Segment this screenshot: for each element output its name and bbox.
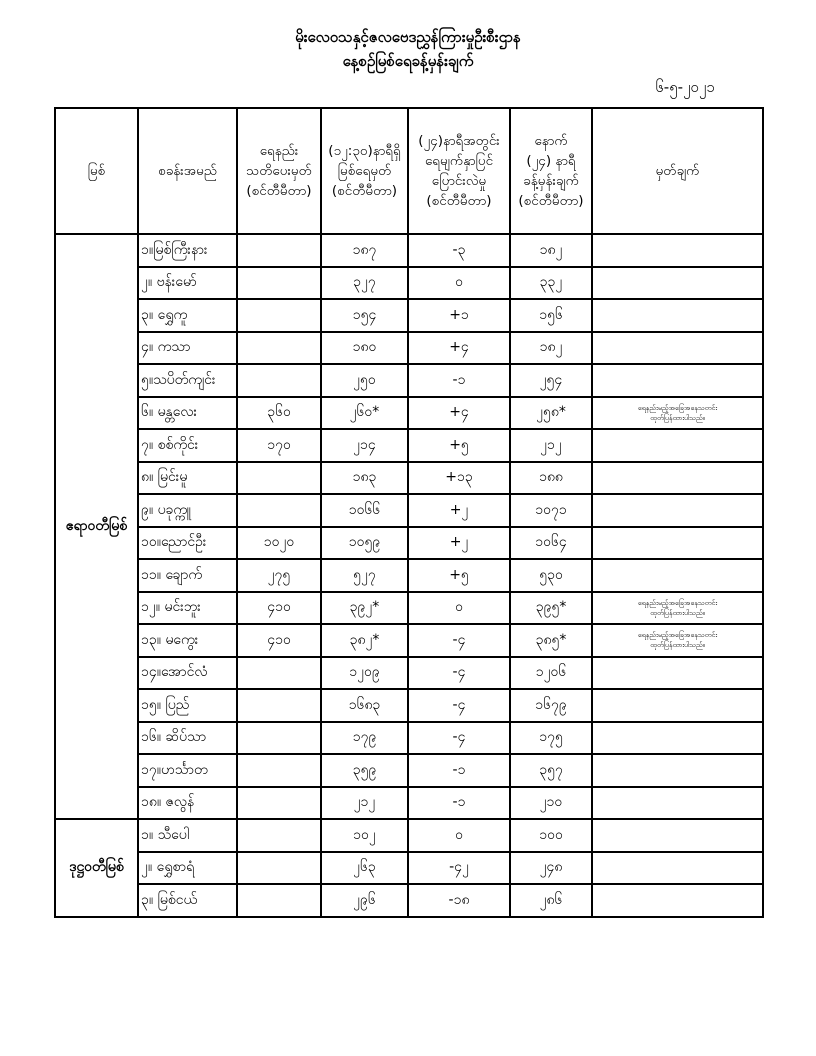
column-header-line: (၂၄)နာရီအတွင်း bbox=[418, 133, 500, 149]
level-change-value: +၁ bbox=[408, 299, 510, 332]
table-row bbox=[55, 332, 763, 365]
station-name: ၈။ မြင်းမူ bbox=[138, 462, 237, 495]
column-header-line: (စင်တီမီတာ) bbox=[518, 193, 584, 209]
station-name: ၁၀။ညောင်ဦး bbox=[138, 527, 237, 560]
column-header-forecast-24h bbox=[510, 108, 592, 234]
remark-cell bbox=[592, 364, 763, 397]
column-header-line: နောက် bbox=[534, 133, 568, 149]
low-warning-value bbox=[237, 787, 321, 820]
remark-cell bbox=[592, 559, 763, 592]
table-row bbox=[55, 624, 763, 657]
table-row bbox=[55, 429, 763, 462]
remark-cell bbox=[592, 299, 763, 332]
low-warning-value: ၄၁၀ bbox=[237, 624, 321, 657]
column-header-line: စခန်းအမည် bbox=[158, 163, 217, 179]
forecast-value: ၁၈၈ bbox=[510, 462, 592, 495]
remark-cell bbox=[592, 689, 763, 722]
station-name: ၁။မြစ်ကြီးနား bbox=[138, 234, 237, 267]
low-warning-value bbox=[237, 332, 321, 365]
column-header-line: (၁၂:၃၀)နာရီရှိ bbox=[328, 143, 401, 159]
forecast-value: ၁၂၀၆ bbox=[510, 657, 592, 690]
level-change-value: -၄၂ bbox=[408, 852, 510, 885]
station-name: ၇။ စစ်ကိုင်း bbox=[138, 429, 237, 462]
header-row bbox=[55, 108, 763, 234]
column-header-line: (စင်တီမီတာ) bbox=[331, 183, 398, 199]
table-row bbox=[55, 884, 763, 917]
table-row bbox=[55, 494, 763, 527]
station-name: ၉။ ပခုက္ကူ bbox=[138, 494, 237, 527]
low-warning-value bbox=[237, 657, 321, 690]
column-header-line: သတိပေးမှတ် bbox=[246, 163, 312, 179]
water-level-value: ၂၁၂ bbox=[321, 787, 408, 820]
forecast-value: ၂၁၀ bbox=[510, 787, 592, 820]
level-change-value: +၄ bbox=[408, 397, 510, 430]
column-header-river bbox=[55, 108, 138, 234]
remark-cell bbox=[592, 819, 763, 852]
remark-cell bbox=[592, 624, 763, 657]
remark-cell bbox=[592, 332, 763, 365]
table-row bbox=[55, 397, 763, 430]
table-row bbox=[55, 364, 763, 397]
forecast-value: ၂၄၈ bbox=[510, 852, 592, 885]
water-level-value: ၁၈၀ bbox=[321, 332, 408, 365]
station-name: ၁၈။ ဇလွန် bbox=[138, 787, 237, 820]
table-row bbox=[55, 787, 763, 820]
level-change-value: -၁ bbox=[408, 364, 510, 397]
low-warning-value: ၂၇၅ bbox=[237, 559, 321, 592]
level-change-value: +၂ bbox=[408, 527, 510, 560]
remark-cell bbox=[592, 852, 763, 885]
remark-cell bbox=[592, 884, 763, 917]
water-level-value: ၃၈၂* bbox=[321, 624, 408, 657]
water-level-value: ၁၈၃ bbox=[321, 462, 408, 495]
low-warning-value bbox=[237, 689, 321, 722]
forecast-value: ၁၇၅ bbox=[510, 722, 592, 755]
report-date: ၆-၅-၂၀၂၁ bbox=[655, 78, 715, 96]
water-level-value: ၁၇၉ bbox=[321, 722, 408, 755]
remark-cell bbox=[592, 397, 763, 430]
station-name: ၂။ ဗန်းမော် bbox=[138, 267, 237, 300]
column-header-line: (စင်တီမီတာ) bbox=[246, 183, 312, 199]
column-header-line: ခန့်မှန်းချက် bbox=[523, 173, 579, 189]
forecast-value: ၅၃၀ bbox=[510, 559, 592, 592]
station-name: ၃။ ရွှေကူ bbox=[138, 299, 237, 332]
forecast-value: ၁၈၂ bbox=[510, 332, 592, 365]
column-header-low-warning-level bbox=[237, 108, 321, 234]
forecast-value: ၂၅၄ bbox=[510, 364, 592, 397]
table-row bbox=[55, 527, 763, 560]
remark-line: ထုတ်ပြန်ထားပါသည်။ bbox=[650, 608, 705, 617]
remark-cell bbox=[592, 754, 763, 787]
table-body bbox=[55, 234, 763, 917]
remark-line: ထုတ်ပြန်ထားပါသည်။ bbox=[650, 413, 705, 422]
remark-line: ထုတ်ပြန်ထားပါသည်။ bbox=[650, 641, 705, 650]
low-warning-value bbox=[237, 819, 321, 852]
remark-cell bbox=[592, 527, 763, 560]
table-row bbox=[55, 689, 763, 722]
table-row bbox=[55, 754, 763, 787]
low-warning-value bbox=[237, 267, 321, 300]
level-change-value: ၀ bbox=[408, 819, 510, 852]
low-warning-value bbox=[237, 722, 321, 755]
column-header-line: ရေနည်း bbox=[259, 143, 299, 159]
water-level-value: ၂၅၀ bbox=[321, 364, 408, 397]
station-name: ၄။ ကသာ bbox=[138, 332, 237, 365]
forecast-value: ၂၁၂ bbox=[510, 429, 592, 462]
forecast-value: ၂၅၈* bbox=[510, 397, 592, 430]
river-name: ဧရာဝတီမြစ် bbox=[55, 234, 138, 819]
level-change-value: -၁ bbox=[408, 787, 510, 820]
station-name: ၁၆။ ဆိပ်သာ bbox=[138, 722, 237, 755]
station-name: ၁၃။ မကွေး bbox=[138, 624, 237, 657]
remark-line: ရေနည်းမည့်အခြေအနေသတင်း bbox=[637, 631, 718, 640]
level-change-value: ၀ bbox=[408, 267, 510, 300]
water-level-value: ၃၅၉ bbox=[321, 754, 408, 787]
station-name: ၁၅။ ပြည် bbox=[138, 689, 237, 722]
remark-cell bbox=[592, 657, 763, 690]
column-header-level-change-24h bbox=[408, 108, 510, 234]
river-level-table bbox=[54, 107, 764, 918]
water-level-value: ၂၆၃ bbox=[321, 852, 408, 885]
water-level-value: ၁၀၂ bbox=[321, 819, 408, 852]
water-level-value: ၃၂၇ bbox=[321, 267, 408, 300]
water-level-value: ၁၀၅၉ bbox=[321, 527, 408, 560]
table-row bbox=[55, 299, 763, 332]
column-header-line: မြစ် bbox=[87, 163, 106, 179]
water-level-value: ၃၉၂* bbox=[321, 592, 408, 625]
low-warning-value bbox=[237, 234, 321, 267]
low-warning-value: ၄၁၀ bbox=[237, 592, 321, 625]
remark-cell bbox=[592, 592, 763, 625]
forecast-value: ၁၀၇၁ bbox=[510, 494, 592, 527]
forecast-value: ၃၃၂ bbox=[510, 267, 592, 300]
station-name: ၂။ ရွှေစာရံ bbox=[138, 852, 237, 885]
document-title: မိုးလေဝသနှင့်ဇလဗေဒညွှန်ကြားမှုဦးစီးဌာန bbox=[295, 28, 521, 46]
water-level-value: ၁၈၇ bbox=[321, 234, 408, 267]
remark-cell bbox=[592, 267, 763, 300]
column-header-line: မှတ်ချက် bbox=[655, 163, 700, 179]
low-warning-value: ၁၀၂၀ bbox=[237, 527, 321, 560]
forecast-value: ၁၀၆၄ bbox=[510, 527, 592, 560]
water-level-value: ၁၅၄ bbox=[321, 299, 408, 332]
water-level-value: ၁၂၀၉ bbox=[321, 657, 408, 690]
water-level-value: ၁၀၆၆ bbox=[321, 494, 408, 527]
low-warning-value: ၁၇၀ bbox=[237, 429, 321, 462]
forecast-value: ၁၆၇၉ bbox=[510, 689, 592, 722]
remark-cell bbox=[592, 787, 763, 820]
table-row bbox=[55, 852, 763, 885]
level-change-value: +၅ bbox=[408, 429, 510, 462]
column-header-line: (၂၄) နာရီ bbox=[526, 153, 576, 169]
water-level-value: ၂၆၀* bbox=[321, 397, 408, 430]
level-change-value: -၄ bbox=[408, 657, 510, 690]
water-level-value: ၂၁၄ bbox=[321, 429, 408, 462]
low-warning-value bbox=[237, 852, 321, 885]
column-header-remark bbox=[592, 108, 763, 234]
level-change-value: +၄ bbox=[408, 332, 510, 365]
remark-cell bbox=[592, 494, 763, 527]
remark-line: ရေနည်းမည့်အခြေအနေသတင်း bbox=[637, 403, 718, 412]
station-name: ၁၄။အောင်လံ bbox=[138, 657, 237, 690]
station-name: ၁။ သီပေါ bbox=[138, 819, 237, 852]
forecast-value: ၃၅၇ bbox=[510, 754, 592, 787]
low-warning-value bbox=[237, 884, 321, 917]
low-warning-value bbox=[237, 299, 321, 332]
level-change-value: ၀ bbox=[408, 592, 510, 625]
table-header bbox=[55, 108, 763, 234]
low-warning-value bbox=[237, 364, 321, 397]
water-level-value: ၅၂၇ bbox=[321, 559, 408, 592]
table-row bbox=[55, 657, 763, 690]
level-change-value: -၁ bbox=[408, 754, 510, 787]
level-change-value: -၃ bbox=[408, 234, 510, 267]
column-header-line: ပြောင်းလဲမှု bbox=[431, 173, 487, 189]
table-row bbox=[55, 592, 763, 625]
level-change-value: -၄ bbox=[408, 722, 510, 755]
level-change-value: -၄ bbox=[408, 689, 510, 722]
remark-line: ရေနည်းမည့်အခြေအနေသတင်း bbox=[637, 598, 718, 607]
forecast-value: ၁၅၆ bbox=[510, 299, 592, 332]
water-level-value: ၂၉၆ bbox=[321, 884, 408, 917]
station-name: ၅။သပိတ်ကျင်း bbox=[138, 364, 237, 397]
level-change-value: +၅ bbox=[408, 559, 510, 592]
low-warning-value bbox=[237, 754, 321, 787]
remark-cell bbox=[592, 429, 763, 462]
station-name: ၁၁။ ချောက် bbox=[138, 559, 237, 592]
forecast-value: ၂၈၆ bbox=[510, 884, 592, 917]
level-change-value: -၁၈ bbox=[408, 884, 510, 917]
table-row bbox=[55, 462, 763, 495]
table-row bbox=[55, 267, 763, 300]
column-header-line: ရေမျက်နှာပြင် bbox=[424, 153, 494, 169]
remark-cell bbox=[592, 234, 763, 267]
remark-cell bbox=[592, 462, 763, 495]
table-row bbox=[55, 559, 763, 592]
forecast-value: ၁၀၀ bbox=[510, 819, 592, 852]
station-name: ၁၂။ မင်းဘူး bbox=[138, 592, 237, 625]
low-warning-value bbox=[237, 494, 321, 527]
column-header-line: (စင်တီမီတာ) bbox=[426, 193, 492, 209]
forecast-value: ၃၈၅* bbox=[510, 624, 592, 657]
river-name: ဒုဋ္ဌဝတီမြစ် bbox=[55, 819, 138, 917]
remark-cell bbox=[592, 722, 763, 755]
forecast-value: ၃၉၅* bbox=[510, 592, 592, 625]
water-level-value: ၁၆၈၃ bbox=[321, 689, 408, 722]
level-change-value: +၁၃ bbox=[408, 462, 510, 495]
level-change-value: -၄ bbox=[408, 624, 510, 657]
column-header-current-water-level bbox=[321, 108, 408, 234]
column-header-station bbox=[138, 108, 237, 234]
forecast-value: ၁၈၂ bbox=[510, 234, 592, 267]
table-row bbox=[55, 234, 763, 267]
table-row bbox=[55, 722, 763, 755]
station-name: ၃။ မြစ်ငယ် bbox=[138, 884, 237, 917]
document-subtitle: နေ့စဉ်မြစ်ရေခန့်မှန်းချက် bbox=[342, 52, 474, 70]
station-name: ၁၇။ဟင်္သာတ bbox=[138, 754, 237, 787]
column-header-line: မြစ်ရေမှတ် bbox=[337, 163, 392, 179]
low-warning-value bbox=[237, 462, 321, 495]
level-change-value: +၂ bbox=[408, 494, 510, 527]
table-row bbox=[55, 819, 763, 852]
station-name: ၆။ မန္တလေး bbox=[138, 397, 237, 430]
low-warning-value: ၃၆၀ bbox=[237, 397, 321, 430]
